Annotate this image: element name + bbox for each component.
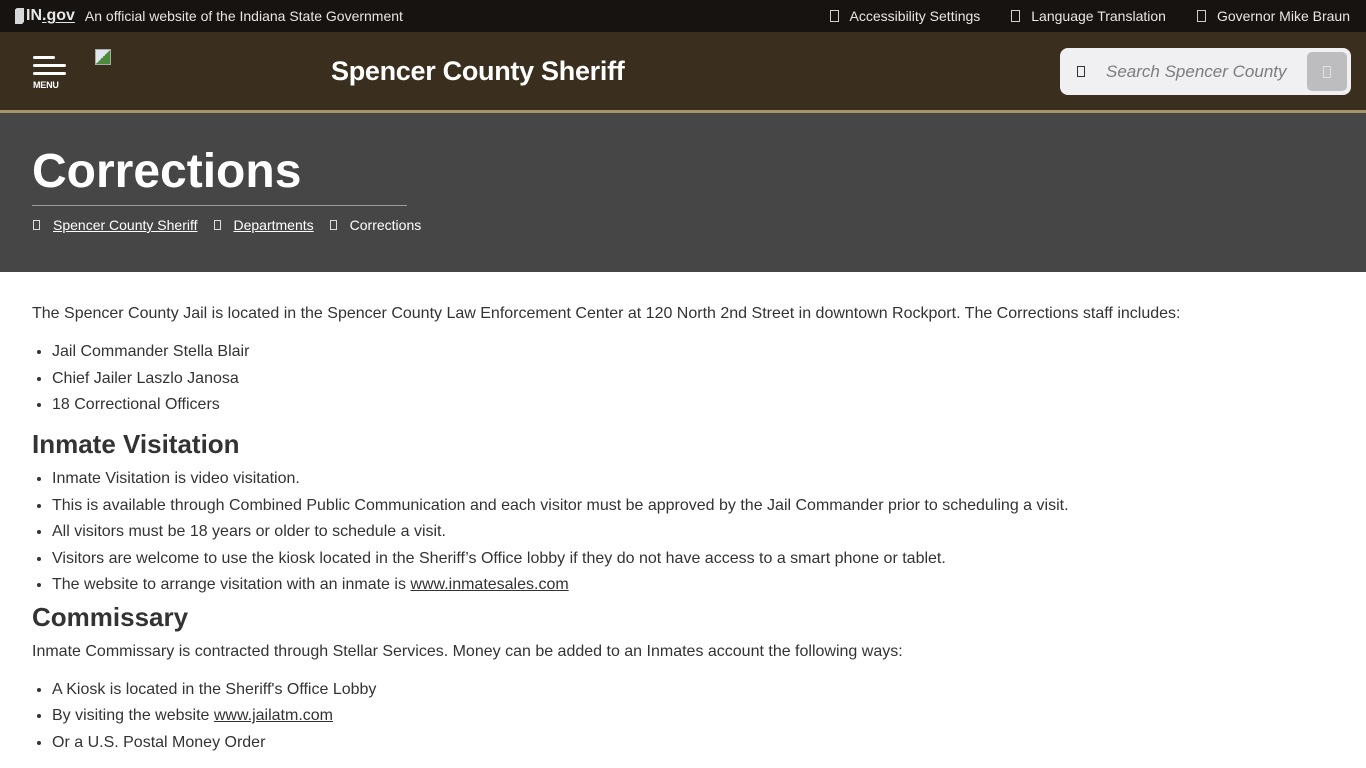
- search-input[interactable]: [1104, 61, 1293, 83]
- list-item: • This is available through Combined Public Communication and each visitor must be approved by the Jail Commander prior to scheduling a visit.: [52, 496, 1334, 516]
- list-item: • A Kiosk is located in the Sheriff's Office Lobby: [52, 680, 1334, 700]
- breadcrumb-item-sheriff: [33, 217, 198, 233]
- menu-button[interactable]: [33, 56, 66, 90]
- breadcrumb-current: Corrections: [349, 217, 422, 233]
- list-item: [52, 575, 1334, 595]
- list-item: • Jail Commander Stella Blair: [52, 342, 1334, 362]
- inmatesales-link[interactable]: www.inmatesales.com: [410, 576, 569, 593]
- language-translation-link[interactable]: [1011, 8, 1166, 24]
- breadcrumb: [33, 217, 437, 233]
- breadcrumb-chevron-icon: [214, 220, 221, 230]
- site-logo[interactable]: [95, 49, 111, 65]
- commissary-website-text: By visiting the website: [52, 707, 214, 724]
- accessibility-icon: [830, 10, 839, 22]
- commissary-list: [32, 680, 1334, 753]
- list-item: • Visitors are welcome to use the kiosk located in the Sheriff’s Office lobby if they do not have access to a smart phone or tablet.: [52, 549, 1334, 569]
- broken-image-icon: [95, 49, 111, 65]
- hamburger-icon: [33, 56, 55, 59]
- breadcrumb-chevron-icon: [330, 220, 337, 230]
- site-header: [0, 32, 1366, 113]
- breadcrumb-item-current: [330, 217, 422, 233]
- in-gov-logo[interactable]: [15, 7, 75, 25]
- jailatm-link[interactable]: www.jailatm.com: [213, 707, 333, 724]
- search-submit-icon: [1323, 66, 1331, 78]
- commissary-heading: Commissary: [32, 601, 189, 632]
- main-content: [0, 304, 1366, 753]
- list-item: • Or a U.S. Postal Money Order: [52, 733, 1334, 753]
- governor-icon: [1197, 10, 1206, 22]
- list-item: • Chief Jailer Laszlo Janosa: [52, 369, 1334, 389]
- list-item: • 18 Correctional Officers: [52, 395, 1334, 415]
- page-title: Corrections: [32, 145, 302, 198]
- page-hero: [0, 113, 1366, 272]
- breadcrumb-link-sheriff[interactable]: Spencer County Sheriff: [53, 217, 198, 233]
- accessibility-settings-link[interactable]: [830, 8, 981, 24]
- list-item: • Inmate Visitation is video visitation.: [52, 469, 1334, 489]
- search-icon: [1077, 66, 1085, 77]
- in-gov-logo-suffix: .gov: [42, 7, 75, 24]
- commissary-intro: Inmate Commissary is contracted through Stellar Services. Money can be added to an Inmates account the following ways:: [32, 642, 903, 660]
- state-top-bar: [0, 0, 1366, 32]
- search-button[interactable]: [1307, 52, 1347, 91]
- staff-list: [32, 342, 1334, 415]
- breadcrumb-home-icon: [33, 220, 40, 230]
- visitation-website-text: The website to arrange visitation with an inmate is: [52, 576, 411, 593]
- accessibility-settings-label: Accessibility Settings: [849, 8, 981, 24]
- title-divider: [32, 205, 407, 206]
- list-item: [52, 706, 1334, 726]
- visitation-heading: Inmate Visitation: [32, 429, 240, 459]
- menu-label: MENU: [33, 80, 59, 90]
- breadcrumb-item-departments: [214, 217, 314, 233]
- search-box: [1060, 48, 1351, 95]
- governor-label: Governor Mike Braun: [1216, 8, 1350, 24]
- indiana-state-icon: [15, 8, 24, 24]
- language-translation-label: Language Translation: [1031, 8, 1166, 24]
- in-gov-logo-prefix: IN: [26, 7, 42, 24]
- governor-link[interactable]: [1197, 8, 1350, 24]
- language-icon: [1011, 10, 1020, 22]
- site-title[interactable]: Spencer County Sheriff: [331, 56, 625, 86]
- breadcrumb-link-departments[interactable]: Departments: [233, 217, 314, 233]
- hamburger-icon: [33, 72, 66, 75]
- visitation-list: [32, 469, 1334, 595]
- hamburger-icon: [33, 64, 66, 67]
- official-website-text: An official website of the Indiana State Government: [84, 8, 403, 24]
- list-item: • All visitors must be 18 years or older to schedule a visit.: [52, 522, 1334, 542]
- intro-paragraph: The Spencer County Jail is located in the Spencer County Law Enforcement Center at 120 North 2nd Street in downtown Rockport. The Corrections staff includes:: [32, 305, 1181, 322]
